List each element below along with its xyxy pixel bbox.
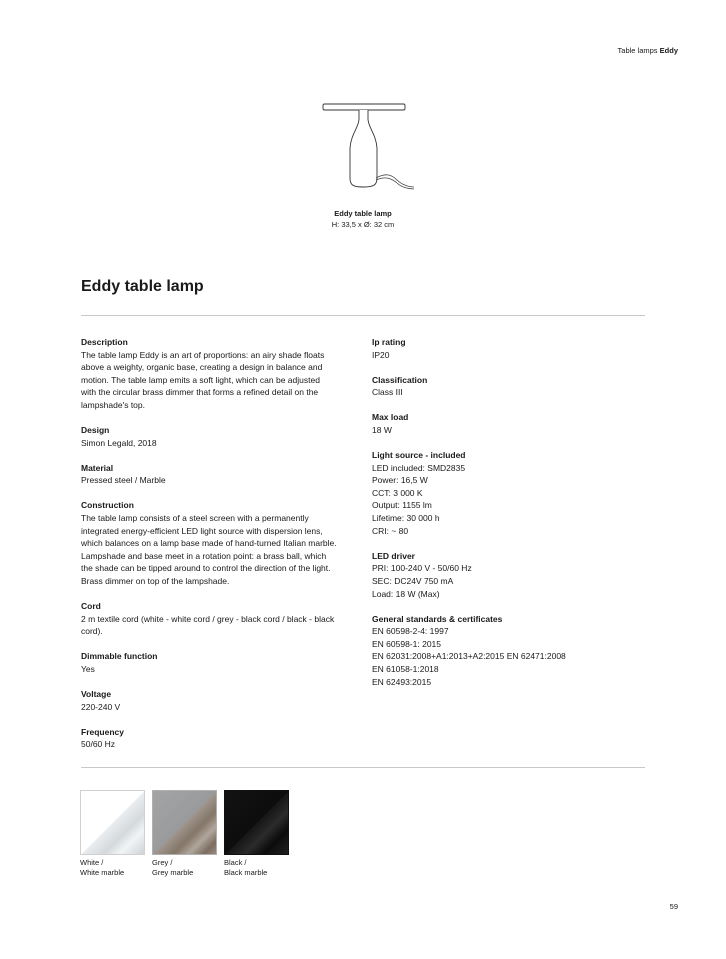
spec-value: Class III — [372, 387, 403, 398]
spec-heading: Material — [81, 462, 114, 473]
spec-value: Yes — [81, 663, 95, 674]
caption-dimensions: H: 33,5 x Ø: 32 cm — [331, 220, 395, 229]
spec-heading: Ip rating — [372, 337, 406, 347]
spec-description — [81, 336, 357, 412]
spec-heading: Construction — [81, 500, 134, 511]
spec-voltage — [81, 688, 357, 713]
swatch-label: Black / Black marble — [224, 858, 268, 877]
spec-standards — [372, 613, 652, 689]
spec-value: IP20 — [372, 349, 390, 360]
marble-white-chip — [80, 790, 145, 855]
figure-caption — [263, 208, 463, 230]
specs-right-column — [372, 336, 652, 701]
spec-heading: Dimmable function — [81, 651, 158, 662]
spec-dimmable — [81, 650, 357, 675]
marble-black-chip — [224, 790, 289, 855]
swatch-black — [224, 790, 290, 878]
spec-material — [81, 462, 357, 487]
running-header — [618, 46, 678, 55]
spec-heading: Classification — [372, 374, 428, 385]
swatch-white — [80, 790, 146, 878]
lamp-drawing-icon — [313, 98, 423, 198]
spec-value: The table lamp Eddy is an art of proportions: an airy shade floats above a weighty, organic base, creating a design in balance and motion. The table lamp emits a soft light, which can be adjusted with the circular brass dimmer that forms a refined detail on the lampshade's top. — [81, 349, 325, 410]
divider-bottom — [81, 767, 645, 768]
spec-heading: Voltage — [81, 689, 112, 700]
specs-left-column — [81, 336, 357, 763]
swatch-grey — [152, 790, 218, 878]
spec-frequency — [81, 726, 357, 751]
spec-heading: Light source - included — [372, 450, 466, 461]
spec-heading: LED driver — [372, 550, 415, 561]
page-number: 59 — [669, 902, 678, 911]
spec-value: LED included: SMD2835 Power: 16,5 W CCT: 3 000 K Output: 1155 lm Lifetime: 30 000 h CRI: ~ 80 — [372, 462, 466, 536]
finish-swatches — [80, 790, 290, 878]
spec-max-load — [372, 411, 652, 436]
spec-heading: Design — [81, 425, 110, 436]
spec-heading: Max load — [372, 412, 409, 423]
spec-led-driver — [372, 550, 652, 600]
spec-design — [81, 424, 357, 449]
running-header-section: Table lamps — [617, 46, 658, 55]
spec-heading: Frequency — [81, 726, 124, 737]
running-header-product: Eddy — [659, 46, 678, 55]
spec-heading: Description — [81, 337, 128, 347]
spec-value: Pressed steel / Marble — [81, 475, 166, 486]
spec-construction — [81, 499, 357, 587]
page-title: Eddy table lamp — [81, 278, 204, 295]
spec-value: 2 m textile cord (white - white cord / grey - black cord / black - black cord). — [81, 613, 335, 637]
spec-value: 50/60 Hz — [81, 739, 116, 750]
spec-classification — [372, 374, 652, 399]
spec-value: The table lamp consists of a steel screen with a permanently integrated energy-efficient LED light source with dispersion lens, which balances on a lamp base made of hand-turned Italian marble. Lampshade and base meet in a rotation point: a brass ball, which the shade can be tipped around to control the direction of the light. Brass dimmer on top of the lampshade. — [81, 513, 337, 586]
spec-value: 220-240 V — [81, 701, 121, 712]
spec-heading: Cord — [81, 601, 101, 612]
spec-value: PRI: 100-240 V - 50/60 Hz SEC: DC24V 750 mA Load: 18 W (Max) — [372, 563, 472, 599]
spec-ip-rating — [372, 336, 652, 361]
spec-value: EN 60598-2-4: 1997 EN 60598-1: 2015 EN 62031:2008+A1:2013+A2:2015 EN 62471:2008 EN 61058-1:2018 EN 62493:2015 — [372, 626, 566, 687]
swatch-label: Grey / Grey marble — [152, 858, 194, 877]
spec-heading: General standards & certificates — [372, 613, 503, 624]
spec-light-source — [372, 449, 652, 537]
spec-cord — [81, 600, 357, 638]
caption-title: Eddy table lamp — [334, 209, 392, 218]
marble-grey-chip — [152, 790, 217, 855]
spec-value: Simon Legald, 2018 — [81, 437, 157, 448]
swatch-label: White / White marble — [80, 858, 125, 877]
spec-value: 18 W — [372, 424, 392, 435]
divider-top — [81, 315, 645, 316]
